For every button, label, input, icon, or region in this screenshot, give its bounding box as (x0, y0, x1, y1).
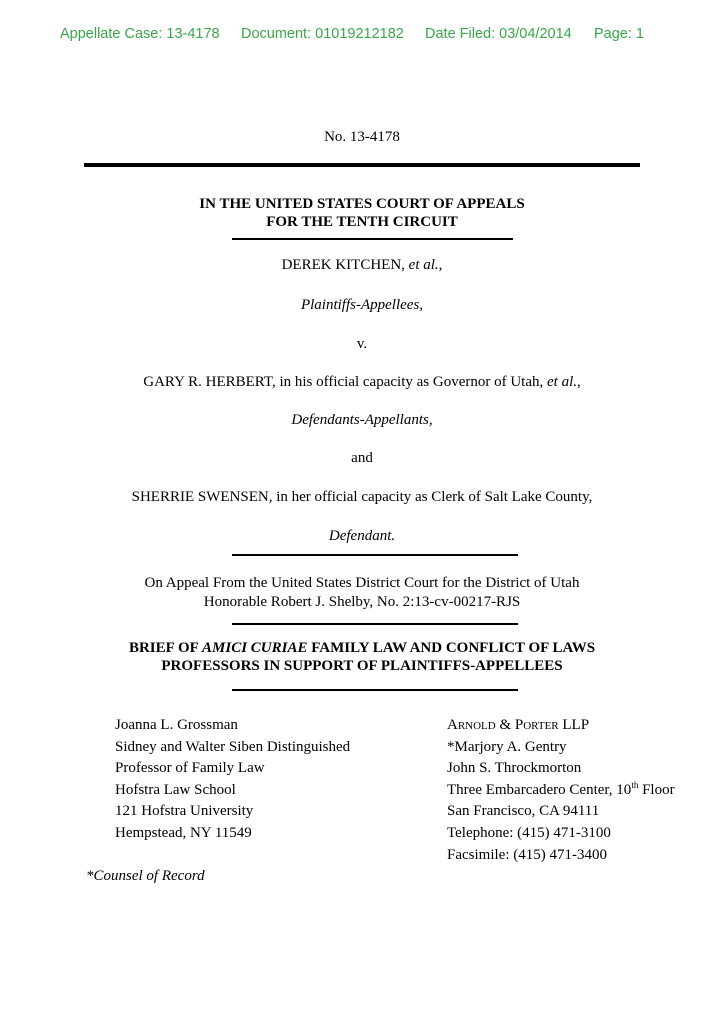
firm-telephone: Telephone: (415) 471-3100 (447, 824, 611, 841)
parties-rule (232, 554, 518, 556)
court-rule (232, 238, 513, 240)
header-document: Document: 01019212182 (241, 26, 404, 42)
title-rule (232, 689, 518, 691)
plaintiff-role: Plaintiffs-Appellees, (300, 297, 424, 313)
defendant2-role: Defendant. (328, 528, 396, 544)
header-page: Page: 1 (594, 26, 644, 42)
filing-header (0, 26, 724, 106)
brief-title-amici: AMICI CURIAE (202, 640, 308, 656)
address-superscript: th (631, 779, 639, 790)
defendant-name: GARY R. HERBERT, in his official capacity as Governor of Utah, (143, 374, 547, 390)
court-line-2: FOR THE TENTH CIRCUIT (266, 214, 458, 230)
counsel-left-line: Sidney and Walter Siben Distinguished (115, 738, 351, 755)
court-line-1: IN THE UNITED STATES COURT OF APPEALS (199, 196, 525, 212)
counsel-of-record-note: *Counsel of Record (86, 868, 205, 884)
firm-facsimile: Facsimile: (415) 471-3400 (447, 846, 607, 863)
header-date-filed: Date Filed: 03/04/2014 (425, 26, 572, 42)
brief-title-line-2: PROFESSORS IN SUPPORT OF PLAINTIFFS-APPELLEES (161, 658, 563, 674)
address-text: Three Embarcadero Center, 10 (447, 781, 632, 798)
appeal-line-1: On Appeal From the United States District Court for the District of Utah (144, 575, 580, 591)
brief-title-prefix: BRIEF OF (128, 640, 203, 656)
defendant-role: Defendants-Appellants, (291, 412, 433, 428)
defendant-line (0, 374, 724, 391)
plaintiff-line (0, 257, 724, 274)
brief-title-suffix: FAMILY LAW AND CONFLICT OF LAWS (307, 640, 596, 656)
counsel-left-line: Joanna L. Grossman (115, 717, 238, 733)
firm-address (447, 780, 675, 802)
defendant-comma: , (577, 374, 581, 390)
counsel-left-line: 121 Hofstra University (115, 803, 254, 820)
counsel-left-line: Hempstead, NY 11549 (115, 824, 252, 841)
brief-title-line-1 (0, 640, 724, 657)
header-case: Appellate Case: 13-4178 (60, 26, 220, 42)
case-number: No. 13-4178 (324, 129, 400, 145)
counsel-right-block (447, 715, 675, 866)
and-conjunction: and (351, 450, 373, 466)
attorney-of-record: *Marjory A. Gentry (447, 738, 567, 755)
plaintiff-etal: et al. (408, 257, 439, 273)
plaintiff-comma: , (438, 257, 443, 273)
top-rule (84, 163, 640, 167)
defendant-etal: et al. (547, 374, 577, 390)
firm-name: Arnold & Porter LLP (447, 717, 590, 733)
appeal-rule (232, 623, 518, 625)
attorney: John S. Throckmorton (447, 760, 582, 777)
firm-city: San Francisco, CA 94111 (447, 803, 600, 820)
versus: v. (356, 336, 368, 352)
plaintiff-name: DEREK KITCHEN, (281, 257, 409, 273)
address-floor: Floor (638, 781, 675, 798)
counsel-left-line: Hofstra Law School (115, 781, 236, 798)
defendant2-line: SHERRIE SWENSEN, in her official capacity as Clerk of Salt Lake County, (131, 489, 593, 505)
counsel-left-block (115, 715, 350, 845)
appeal-line-2: Honorable Robert J. Shelby, No. 2:13-cv-00217-RJS (203, 594, 521, 610)
counsel-left-line: Professor of Family Law (115, 760, 265, 777)
